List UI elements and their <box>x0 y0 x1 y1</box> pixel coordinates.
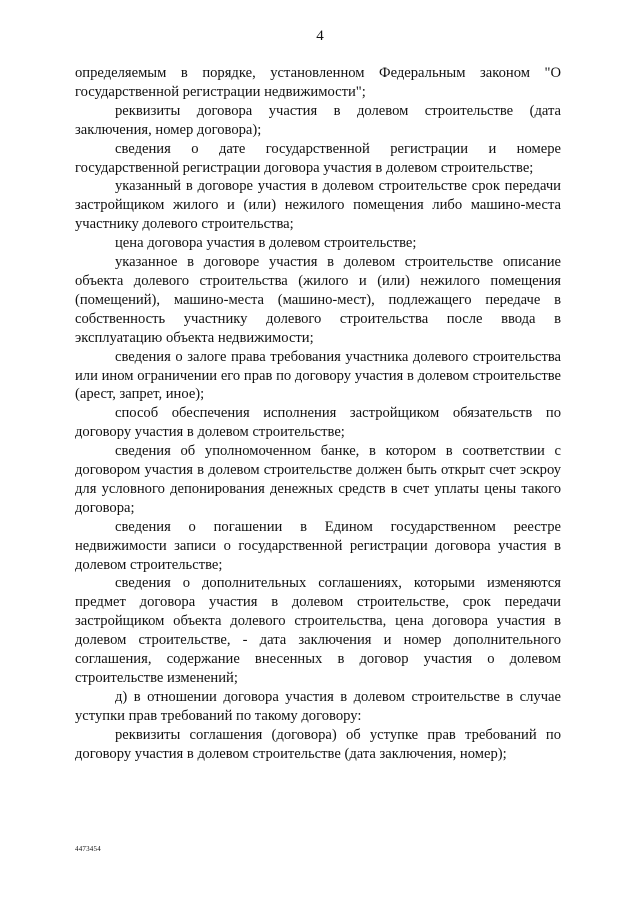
paragraph: указанное в договоре участия в долевом строительстве описание объекта долевого строительства (жилого и (или) нежилого помещения (помещений), машино-места (машино-мест), подлежащего передаче в собственность участнику долевого строительства после ввода в эксплуатацию объекта недвижимости; <box>75 254 561 346</box>
paragraph: указанный в договоре участия в долевом строительстве срок передачи застройщиком жилого и (или) нежилого помещения либо машино-места участнику долевого строительства; <box>75 178 561 233</box>
paragraph: сведения о дате государственной регистрации и номере государственной регистрации договора участия в долевом строительстве; <box>75 140 561 176</box>
paragraph: реквизиты договора участия в долевом строительстве (дата заключения, номер договора); <box>75 102 561 138</box>
paragraph-item-d: д) в отношении договора участия в долевом строительстве в случае уступки прав требований по такому договору: <box>75 688 561 724</box>
paragraph: сведения о дополнительных соглашениях, которыми изменяются предмет договора участия в долевом строительстве, срок передачи застройщиком объекта долевого строительства, цена договора участия в долевом строительстве, - дата заключения и номер дополнительного соглашения, содержание внесенных в договор участия о долевом строительстве изменений; <box>75 575 561 686</box>
paragraph: реквизиты соглашения (договора) об уступке прав требований по договору участия в долевом строительстве (дата заключения, номер); <box>75 726 561 762</box>
paragraph: сведения о погашении в Едином государственном реестре недвижимости записи о государственной регистрации договора участия в долевом строительстве; <box>75 518 561 573</box>
paragraph-continuation: определяемым в порядке, установленном Федеральным законом "О государственной регистрации недвижимости"; <box>75 65 561 100</box>
paragraph: способ обеспечения исполнения застройщиком обязательств по договору участия в долевом строительстве; <box>75 405 561 441</box>
paragraph: цена договора участия в долевом строительстве; <box>115 235 417 252</box>
paragraph: сведения о залоге права требования участника долевого строительства или ином ограничении его прав по договору участия в долевом строительстве (арест, запрет, иное); <box>75 348 561 403</box>
document-body <box>75 64 561 764</box>
paragraph: сведения об уполномоченном банке, в котором в соответствии с договором участия в долевом строительстве должен быть открыт счет эскроу для условного депонирования денежных средств в счет уплаты цены такого договора; <box>75 443 561 516</box>
page-number: 4 <box>316 28 324 44</box>
document-id: 4473454 <box>75 845 101 853</box>
